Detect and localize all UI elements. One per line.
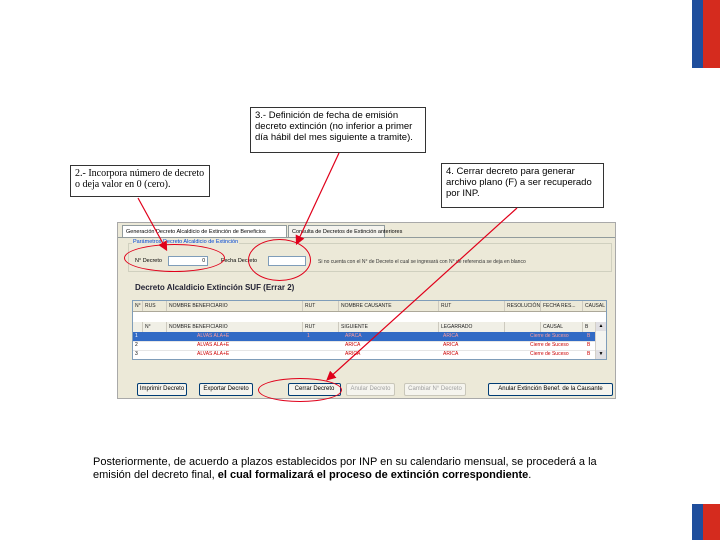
print-decree-button[interactable]: Imprimir Decreto [137, 383, 187, 396]
row-cause: ARICA [345, 342, 361, 348]
row-causal: B [587, 342, 591, 348]
row-place: ARICA [443, 351, 459, 357]
section-title: Decreto Alcaldicio Extinción SUF (Errar 2) [135, 283, 295, 292]
col-header: RUT [303, 322, 339, 332]
footer-paragraph [93, 456, 633, 482]
col-header[interactable]: RUT [439, 301, 505, 311]
row-causal: B [587, 333, 591, 339]
row-number: 1 [135, 333, 138, 339]
change-decree-number-button[interactable]: Cambiar N° Decreto [404, 383, 466, 396]
arrow-step-2 [138, 198, 166, 249]
row-beneficiary: ALVAS ALA+E [197, 333, 230, 339]
col-header[interactable]: RESOLUCIÓN [507, 303, 541, 309]
footer-text-bold: el cual formalizará el proceso de extinción correspondiente [217, 469, 529, 481]
col-header[interactable]: RUT [303, 301, 339, 311]
row-beneficiary: ALVAS ALA+E [197, 342, 230, 348]
decree-number-label: N° Decreto [135, 258, 162, 264]
params-legend: Parámetros Decreto Alcaldicio de Extinción [133, 239, 239, 245]
row-cause: APACA [345, 333, 362, 339]
col-header[interactable]: RUS [143, 301, 167, 311]
tab-generacion-decreto[interactable]: Generación Decreto Alcaldicio de Extinción de Beneficios [122, 225, 287, 237]
decree-hint: Si no cuenta con el N° de Decreto el cual se ingresará con N° de referencia se deja en blanco [318, 259, 526, 265]
footer-text-part1: Posteriormente, de acuerdo a plazos establecidos por INP en su calendario mensual, se procederá a la emisión del decreto final, [93, 456, 597, 481]
callout-step-2: 2.- Incorpora número de decreto o deja valor en 0 (cero). [70, 165, 210, 197]
row-place: ARICA [443, 342, 459, 348]
export-decree-button[interactable]: Exportar Decreto [199, 383, 253, 396]
footer-text-part3: . [528, 469, 532, 481]
col-header[interactable]: FECHA RES... [541, 301, 583, 311]
col-header: NOMBRE BENEFICIARIO [167, 322, 303, 332]
row-cause: ARICA [345, 351, 361, 357]
col-header[interactable]: CAUSAL [583, 301, 607, 311]
row-number: 2 [135, 342, 138, 348]
col-header: N° [143, 322, 167, 332]
row-resolution: Cierre de Suceso [530, 342, 569, 348]
col-header: CAUSAL [541, 322, 583, 332]
col-header[interactable]: NOMBRE CAUSANTE [339, 301, 439, 311]
row-beneficiary: ALVAS ALA+E [197, 351, 230, 357]
row-number: 3 [135, 351, 138, 357]
row-causal: B [587, 351, 591, 357]
row-resolution: Cierre de Suceso [530, 351, 569, 357]
decree-date-label: Fecha Decreto [221, 258, 258, 264]
tab-consulta-decretos[interactable]: Consulta de Decretos de Extinción anteriores [288, 225, 385, 237]
annul-extinction-button[interactable]: Anular Extinción Benef. de la Causante [488, 383, 613, 396]
col-header: LEGARRADO [439, 322, 505, 332]
row-rut: 1 [307, 333, 310, 339]
scroll-down-icon[interactable]: ▼ [596, 350, 606, 359]
arrow-step-3 [297, 153, 339, 243]
col-header[interactable]: N° [133, 301, 143, 311]
col-header: B [583, 322, 598, 332]
callout-step-4: 4. Cerrar decreto para generar archivo plano (F) a ser recuperado por INP. [441, 163, 604, 208]
arrow-step-4 [328, 208, 517, 379]
callout-step-3: 3.- Definición de fecha de emisión decreto extinción (no inferior a primer día hábil del mes siguiente a tramite). [250, 107, 426, 153]
row-place: ARICA [443, 333, 459, 339]
scroll-up-icon[interactable]: ▲ [596, 322, 606, 331]
close-decree-button[interactable]: Cerrar Decreto [288, 383, 341, 396]
cancel-decree-button[interactable]: Anular Decreto [346, 383, 395, 396]
row-resolution: Cierre de Suceso [530, 333, 569, 339]
decree-number-value: 0 [202, 258, 205, 264]
col-header[interactable]: NOMBRE BENEFICIARIO [167, 301, 303, 311]
col-header: SIGUIENTE [339, 322, 439, 332]
